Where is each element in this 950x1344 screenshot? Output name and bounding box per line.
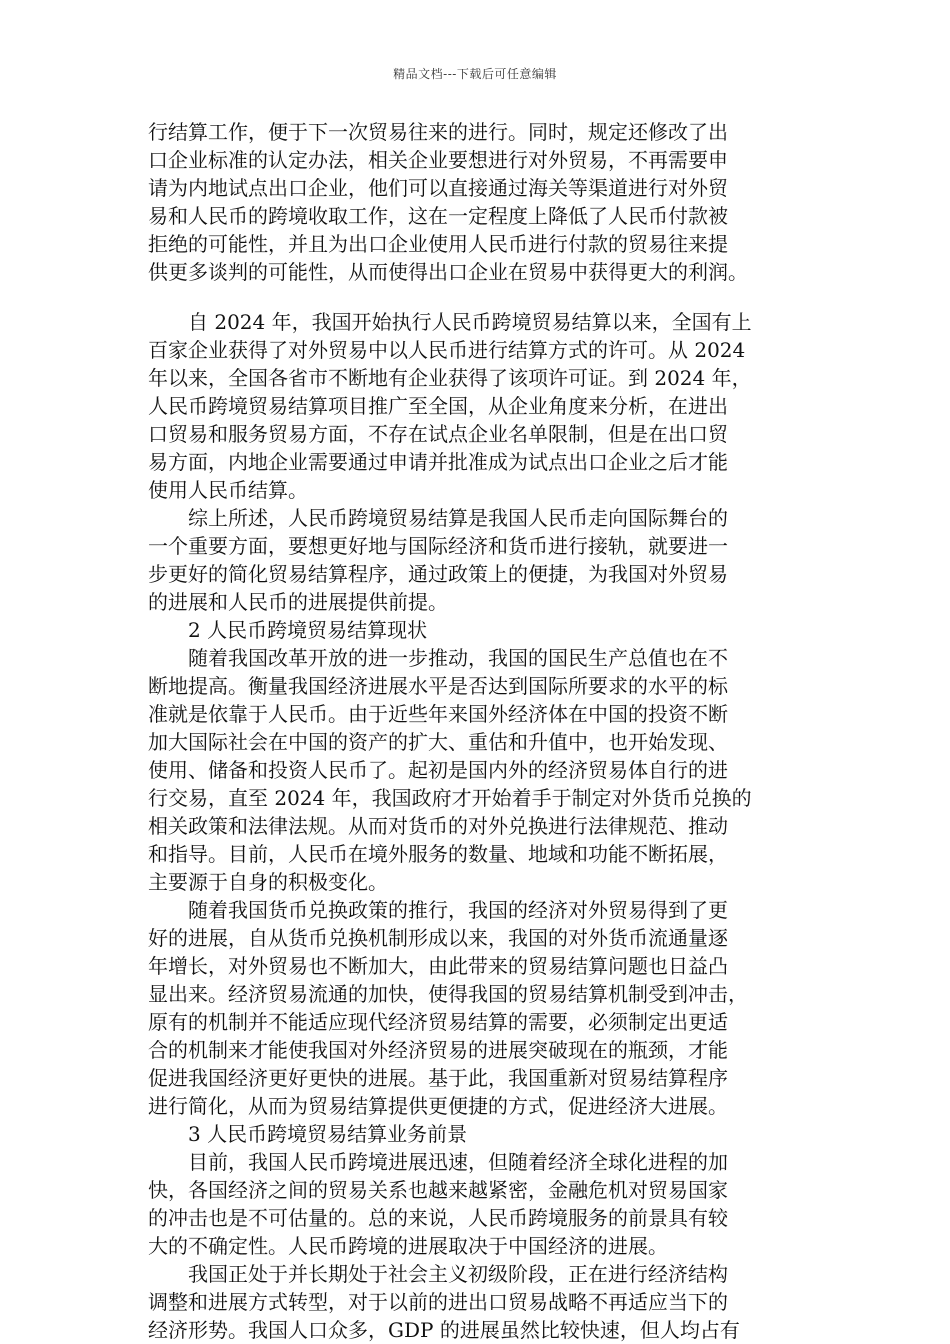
- paragraph-1: [148, 118, 802, 286]
- section-heading-2: 2 人民币跨境贸易结算现状: [148, 618, 428, 642]
- text-line: 经济形势。我国人口众多，GDP 的进展虽然比较快速，但人均占有: [148, 1318, 740, 1342]
- text-line: 易和人民币的跨境收取工作，这在一定程度上降低了人民币付款被: [148, 204, 728, 228]
- text-line: 年增长，对外贸易也不断加大，由此带来的贸易结算问题也日益凸: [148, 954, 728, 978]
- paragraph-2: [148, 308, 802, 504]
- text-line: 目前，我国人民币跨境进展迅速，但随着经济全球化进程的加: [148, 1150, 728, 1174]
- text-line: 大的不确定性。人民币跨境的进展取决于中国经济的进展。: [148, 1234, 668, 1258]
- text-line: 相关政策和法律法规。从而对货币的对外兑换进行法律规范、推动: [148, 814, 728, 838]
- paragraph-6: [148, 1148, 802, 1260]
- section-heading-3: 3 人民币跨境贸易结算业务前景: [148, 1122, 468, 1146]
- text-line: 拒绝的可能性，并且为出口企业使用人民币进行付款的贸易往来提: [148, 232, 728, 256]
- text-line: 人民币跨境贸易结算项目推广至全国，从企业角度来分析，在进出: [148, 394, 728, 418]
- document-body: [148, 118, 802, 1344]
- text-line: 的进展和人民币的进展提供前提。: [148, 590, 448, 614]
- text-line: 加大国际社会在中国的资产的扩大、重估和升值中，也开始发现、: [148, 730, 728, 754]
- paragraph-5: [148, 896, 802, 1120]
- text-line: 自 2024 年，我国开始执行人民币跨境贸易结算以来，全国有上: [148, 310, 752, 334]
- text-line: 主要源于自身的积极变化。: [148, 870, 388, 894]
- text-line: 口贸易和服务贸易方面，不存在试点企业名单限制，但是在出口贸: [148, 422, 728, 446]
- text-line: 年以来，全国各省市不断地有企业获得了该项许可证。到 2024 年，: [148, 366, 752, 390]
- text-line: 断地提高。衡量我国经济进展水平是否达到国际所要求的水平的标: [148, 674, 728, 698]
- paragraph-3: [148, 504, 802, 616]
- paragraph-gap: [148, 286, 802, 308]
- text-line: 快，各国经济之间的贸易关系也越来越紧密，金融危机对贸易国家: [148, 1178, 728, 1202]
- text-line: 百家企业获得了对外贸易中以人民币进行结算方式的许可。从 2024: [148, 338, 746, 362]
- page-header: 精品文档---下载后可任意编辑: [393, 67, 557, 81]
- text-line: 随着我国货币兑换政策的推行，我国的经济对外贸易得到了更: [148, 898, 728, 922]
- text-line: 调整和进展方式转型，对于以前的进出口贸易战略不再适应当下的: [148, 1290, 728, 1314]
- text-line: 使用、储备和投资人民币了。起初是国内外的经济贸易体自行的进: [148, 758, 728, 782]
- text-line: 一个重要方面，要想更好地与国际经济和货币进行接轨，就要进一: [148, 534, 728, 558]
- text-line: 准就是依靠于人民币。由于近些年来国外经济体在中国的投资不断: [148, 702, 728, 726]
- text-line: 好的进展，自从货币兑换机制形成以来，我国的对外货币流通量逐: [148, 926, 728, 950]
- text-line: 行结算工作，便于下一次贸易往来的进行。同时，规定还修改了出: [148, 120, 728, 144]
- text-line: 原有的机制并不能适应现代经济贸易结算的需要，必须制定出更适: [148, 1010, 728, 1034]
- text-line: 我国正处于并长期处于社会主义初级阶段，正在进行经济结构: [148, 1262, 728, 1286]
- text-line: 行交易，直至 2024 年，我国政府才开始着手于制定对外货币兑换的: [148, 786, 752, 810]
- text-line: 请为内地试点出口企业，他们可以直接通过海关等渠道进行对外贸: [148, 176, 728, 200]
- text-line: 步更好的简化贸易结算程序，通过政策上的便捷，为我国对外贸易: [148, 562, 728, 586]
- text-line: 供更多谈判的可能性，从而使得出口企业在贸易中获得更大的利润。: [148, 260, 748, 284]
- text-line: 综上所述，人民币跨境贸易结算是我国人民币走向国际舞台的: [148, 506, 728, 530]
- text-line: 促进我国经济更好更快的进展。基于此，我国重新对贸易结算程序: [148, 1066, 728, 1090]
- text-line: 易方面，内地企业需要通过申请并批准成为试点出口企业之后才能: [148, 450, 728, 474]
- text-line: 的冲击也是不可估量的。总的来说，人民币跨境服务的前景具有较: [148, 1206, 728, 1230]
- paragraph-7: [148, 1260, 802, 1344]
- text-line: 口企业标准的认定办法，相关企业要想进行对外贸易，不再需要申: [148, 148, 728, 172]
- text-line: 随着我国改革开放的进一步推动，我国的国民生产总值也在不: [148, 646, 728, 670]
- text-line: 显出来。经济贸易流通的加快，使得我国的贸易结算机制受到冲击，: [148, 982, 748, 1006]
- text-line: 合的机制来才能使我国对外经济贸易的进展突破现在的瓶颈，才能: [148, 1038, 728, 1062]
- text-line: 和指导。目前，人民币在境外服务的数量、地域和功能不断拓展，: [148, 842, 728, 866]
- text-line: 进行简化，从而为贸易结算提供更便捷的方式，促进经济大进展。: [148, 1094, 728, 1118]
- text-line: 使用人民币结算。: [148, 478, 308, 502]
- paragraph-4: [148, 644, 802, 896]
